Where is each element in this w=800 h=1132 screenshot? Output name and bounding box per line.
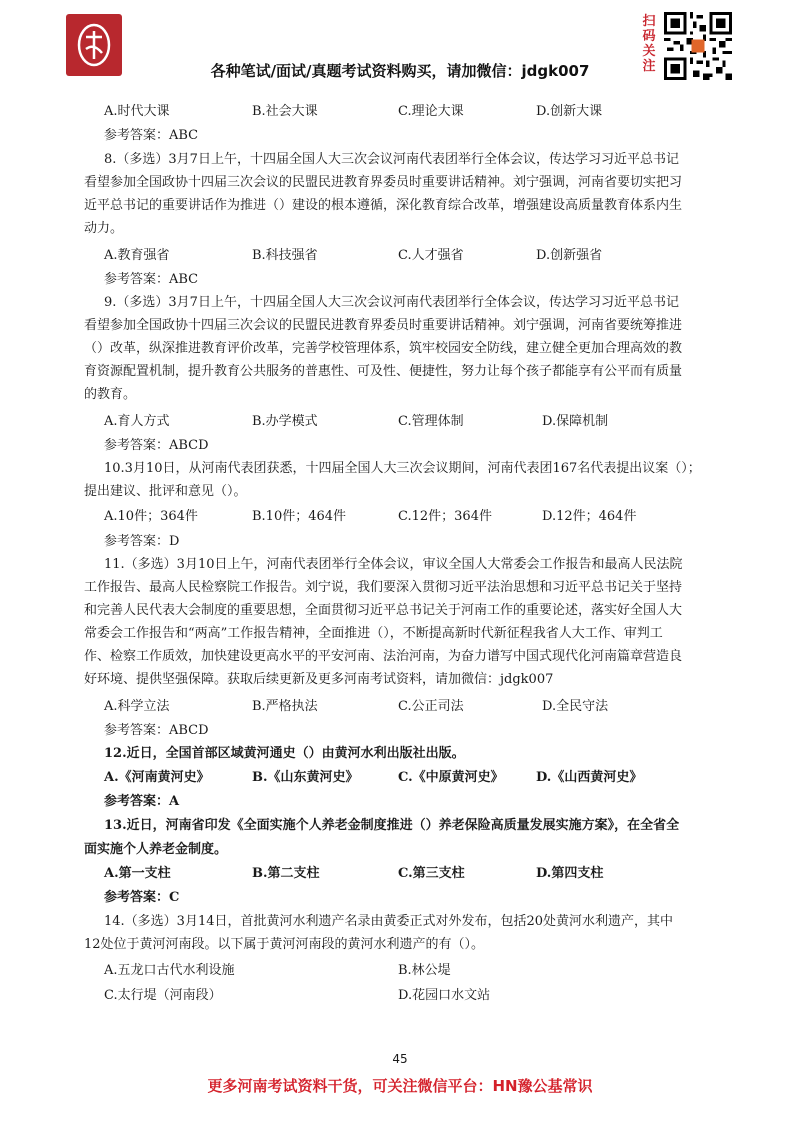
qr-code-icon[interactable] (664, 12, 732, 80)
text-line: 参考答案：ABCD (104, 723, 209, 738)
text-line: 13.近日，河南省印发《全面实施个人养老金制度推进（）养老保险高质量发展实施方案》，在全省全 (104, 818, 680, 833)
text-line: 10.3月10日，从河南代表团获悉，十四届全国人大三次会议期间，河南代表团167名代表提出议案（）； (104, 461, 701, 476)
answer-option: A.育人方式 (104, 414, 170, 429)
answer-option: C.人才强省 (398, 248, 464, 263)
answer-option: B.10件；464件 (252, 509, 347, 524)
answer-option: A.时代大课 (104, 104, 170, 119)
answer-option: B.科技强省 (252, 248, 318, 263)
answer-option: B.《山东黄河史》 (252, 770, 359, 785)
text-line: 14.（多选）3月14日，首批黄河水利遗产名录由黄委正式对外发布，包括20处黄河水利遗产，其中 (104, 914, 674, 929)
text-line: 近平总书记的重要讲话作为推进（）建设的根本遵循，深化教育综合改革，增强建设高质量教育体系内生 (84, 198, 683, 213)
answer-option: D.《山西黄河史》 (536, 770, 643, 785)
page-number: 45 (392, 1052, 408, 1066)
text-line: 作、检察工作质效，加快建设更高水平的平安河南、法治河南，为奋力谱写中国式现代化河南篇章营造良 (84, 649, 683, 664)
answer-option: A.科学立法 (104, 699, 170, 714)
text-line: 动力。 (84, 221, 124, 236)
text-line: 的教育。 (84, 387, 137, 402)
text-line: （）改革，纵深推进教育评价改革，完善学校管理体系，筑牢校园安全防线，建立健全更加合理高效的教 (84, 341, 683, 356)
text-line: 看望参加全国政协十四届三次会议的民盟民进教育界委员时重要讲话精神。刘宁强调，河南省要切实把习 (84, 175, 683, 190)
answer-option: B.严格执法 (252, 699, 318, 714)
text-line: 常委会工作报告和“两高”工作报告精神，全面推进（），不断提高新时代新征程我省人大工作、审判工 (84, 626, 663, 641)
text-line: 12处位于黄河河南段。以下属于黄河河南段的黄河水利遗产的有（）。 (84, 937, 485, 952)
text-line: 面实施个人养老金制度。 (84, 842, 228, 857)
text-line: 提出建议、批评和意见（）。 (84, 484, 247, 499)
answer-option: D.第四支柱 (536, 866, 604, 881)
answer-option: D.花园口水文站 (398, 988, 491, 1003)
answer-option: C.管理体制 (398, 414, 464, 429)
text-line: 工作报告、最高人民检察院工作报告。刘宁说，我们要深入贯彻习近平法治思想和习近平总书记关于坚持 (84, 580, 683, 595)
text-line: 12.近日，全国首部区域黄河通史（）由黄河水利出版社出版。 (104, 746, 465, 761)
answer-option: D.创新大课 (536, 104, 603, 119)
answer-option: A.第一支柱 (104, 866, 171, 881)
answer-option: C.12件；364件 (398, 509, 492, 524)
answer-option: C.第三支柱 (398, 866, 465, 881)
answer-option: D.创新强省 (536, 248, 603, 263)
text-line: 8.（多选）3月7日上午，十四届全国人大三次会议河南代表团举行全体会议，传达学习习近平总书记 (104, 152, 679, 167)
answer-option: B.办学模式 (252, 414, 318, 429)
answer-option: A.《河南黄河史》 (104, 770, 210, 785)
text-line: 育资源配置机制，提升教育公共服务的普惠性、可及性、便捷性，努力让每个孩子都能享有公平而有质量 (84, 364, 683, 379)
answer-option: B.第二支柱 (252, 866, 320, 881)
text-line: 参考答案：ABC (104, 128, 199, 143)
answer-option: C.公正司法 (398, 699, 464, 714)
text-line: 参考答案：A (104, 794, 180, 809)
answer-option: C.《中原黄河史》 (398, 770, 504, 785)
scan-qr-label: 扫码关注 (642, 14, 656, 74)
answer-option: A.教育强省 (104, 248, 170, 263)
header-title: 各种笔试/面试/真题考试资料购买，请加微信：jdgk007 (210, 62, 590, 80)
answer-option: D.全民守法 (542, 699, 609, 714)
text-line: 参考答案：C (104, 890, 180, 905)
answer-option: D.保障机制 (542, 414, 609, 429)
answer-option: B.林公堤 (398, 963, 451, 978)
text-line: 11.（多选）3月10日上午，河南代表团举行全体会议，审议全国人大常委会工作报告和最高人民法院 (104, 557, 683, 572)
text-line: 看望参加全国政协十四届三次会议的民盟民进教育界委员时重要讲话精神。刘宁强调，河南省要统筹推进 (84, 318, 683, 333)
text-line: 9.（多选）3月7日上午，十四届全国人大三次会议河南代表团举行全体会议，传达学习习近平总书记 (104, 295, 679, 310)
answer-option: C.理论大课 (398, 104, 464, 119)
text-line: 好环境、提供坚强保障。获取后续更新及更多河南考试资料，请加微信：jdgk007 (84, 672, 554, 687)
text-line: 参考答案：D (104, 534, 180, 549)
answer-option: B.社会大课 (252, 104, 318, 119)
answer-option: A.五龙口古代水利设施 (104, 963, 235, 978)
text-line: 参考答案：ABC (104, 272, 199, 287)
answer-option: D.12件；464件 (542, 509, 637, 524)
text-line: 参考答案：ABCD (104, 438, 209, 453)
text-line: 和完善人民代表大会制度的重要思想，全面贯彻习近平总书记关于河南工作的重要论述，落实好全国人大 (84, 603, 683, 618)
answer-option: C.太行堤（河南段） (104, 988, 222, 1003)
footer-promo: 更多河南考试资料干货，可关注微信平台：HN豫公基常识 (207, 1077, 593, 1095)
answer-option: A.10件；364件 (104, 509, 198, 524)
